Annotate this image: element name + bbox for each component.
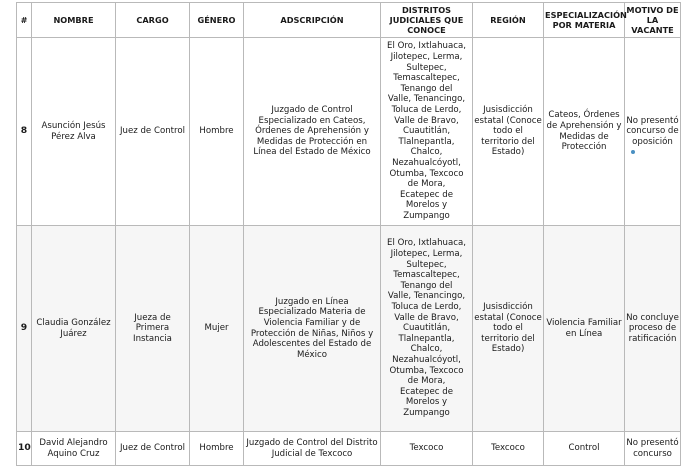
cell-especializacion: Violencia Familiar en Línea (544, 226, 625, 432)
cell-nombre: Asunción Jesús Pérez Alva (32, 38, 116, 226)
table-header-row (17, 3, 681, 38)
cell-especializacion: Control (544, 432, 625, 466)
cell-nombre: David Alejandro Aquino Cruz (32, 432, 116, 466)
cell-cargo: Juez de Control (116, 432, 190, 466)
cell-adscripcion: Juzgado en Línea Especializado Materia de Violencia Familiar y de Protección de Niñas, Niños y Adolescentes del Estado de México (244, 226, 381, 432)
header-genero: GÉNERO (190, 3, 244, 38)
cell-motivo: No concluye proceso de ratificación (625, 226, 681, 432)
vacancies-table (16, 2, 681, 466)
cell-especializacion: Cateos, Órdenes de Aprehensión y Medidas de Protección (544, 38, 625, 226)
cell-cargo: Juez de Control (116, 38, 190, 226)
cell-distritos: El Oro, Ixtlahuaca, Jilotepec, Lerma, Sultepec, Temascaltepec, Tenango del Valle, Tenancingo, Toluca de Lerdo, Valle de Bravo, Cuautitlán, Tlalnepantla, Chalco, Nezahualcóyotl, Otumba, Texcoco de Mora, Ecatepec de Morelos y Zumpango (381, 226, 473, 432)
header-especializacion: ESPECIALIZACIÓN POR MATERIA (544, 3, 625, 38)
cell-distritos: El Oro, Ixtlahuaca, Jilotepec, Lerma, Sultepec, Temascaltepec, Tenango del Valle, Tenancingo, Toluca de Lerdo, Valle de Bravo, Cuautitlán, Tlalnepantla, Chalco, Nezahualcóyotl, Otumba, Texcoco de Mora, Ecatepec de Morelos y Zumpango (381, 38, 473, 226)
cell-region: Texcoco (473, 432, 544, 466)
header-region: REGIÓN (473, 3, 544, 38)
cell-num: 9 (17, 226, 32, 432)
cell-genero: Hombre (190, 432, 244, 466)
cell-cargo: Jueza de Primera Instancia (116, 226, 190, 432)
header-adscripcion: ADSCRIPCIÓN (244, 3, 381, 38)
cell-distritos: Texcoco (381, 432, 473, 466)
cell-adscripcion: Juzgado de Control del Distrito Judicial de Texcoco (244, 432, 381, 466)
header-distritos: DISTRITOS JUDICIALES QUE CONOCE (381, 3, 473, 38)
cell-genero: Hombre (190, 38, 244, 226)
header-nombre: NOMBRE (32, 3, 116, 38)
cell-adscripcion: Juzgado de Control Especializado en Cateos, Órdenes de Aprehensión y Medidas de Protección en Línea del Estado de México (244, 38, 381, 226)
cell-num: 10 (17, 432, 32, 466)
cell-num: 8 (17, 38, 32, 226)
table-row (17, 432, 681, 466)
cell-genero: Mujer (190, 226, 244, 432)
cell-motivo: No presentó concurso de oposición (625, 38, 681, 226)
header-cargo: CARGO (116, 3, 190, 38)
cell-nombre: Claudia González Juárez (32, 226, 116, 432)
table-row (17, 38, 681, 226)
cell-region: Jusisdicción estatal (Conoce todo el territorio del Estado) (473, 226, 544, 432)
cell-region: Jusisdicción estatal (Conoce todo el territorio del Estado) (473, 38, 544, 226)
table-row (17, 226, 681, 432)
cursor-mark-icon (631, 150, 635, 154)
header-motivo: MOTIVO DE LA VACANTE (625, 3, 681, 38)
cell-motivo: No presentó concurso (625, 432, 681, 466)
header-num: # (17, 3, 32, 38)
